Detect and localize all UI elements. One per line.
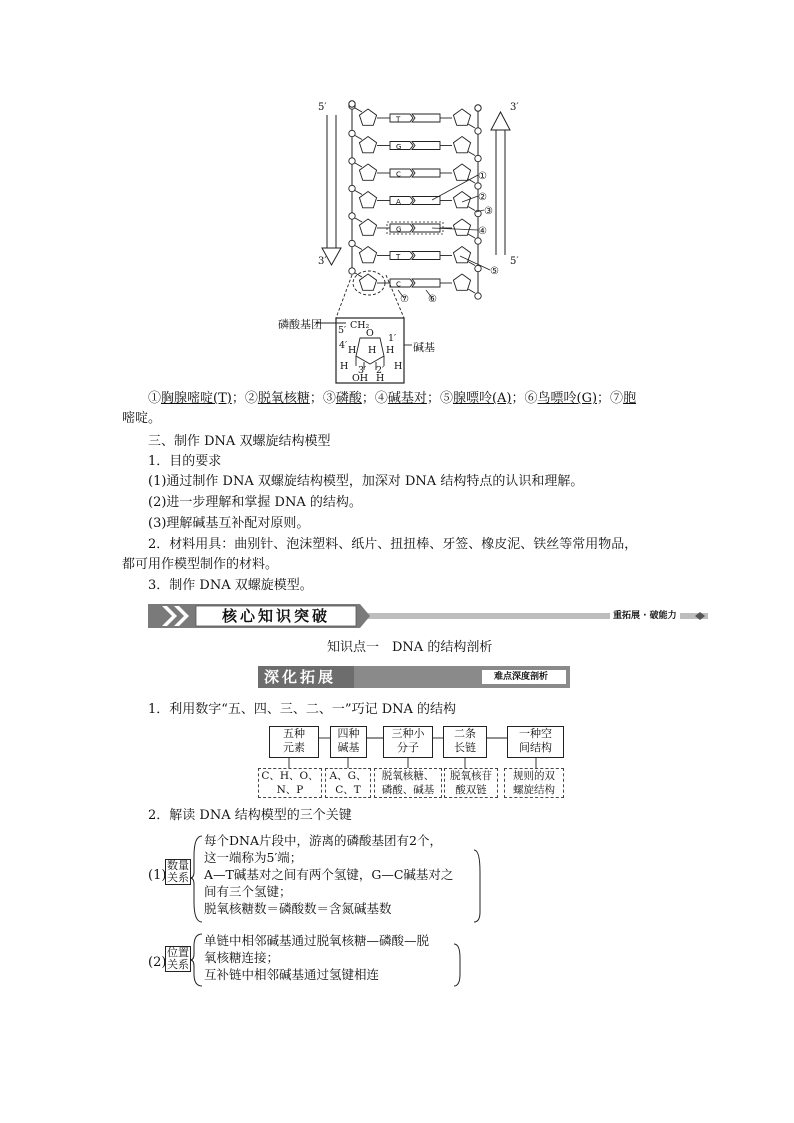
callout-2: ② [478,192,487,203]
key-1-line-1: 每个DNA片段中，游离的磷酸基团有2个， [204,833,442,848]
phosphate-circle [349,240,355,246]
inset-h2: H [368,345,377,356]
right-strand-arrow [491,112,510,255]
base-letter: T [396,253,401,261]
inset-h5: H [394,361,403,372]
keys-heading: 2．解读 DNA 结构模型的三个关键 [148,808,352,823]
inset-h4: H [340,361,349,372]
callout-5: ⑤ [490,266,499,277]
key-2-line-3: 互补链中相邻碱基通过氢键相连 [204,967,380,982]
sugar-pentagon [453,164,470,180]
sugar-pentagon [359,164,376,180]
right-base [412,142,440,150]
key-2-number: (2) [148,955,167,970]
base-letter: T [396,115,401,124]
inset-5prime: 5′ [338,325,347,336]
sugar-pentagon [359,137,376,153]
mnemonic-box-five-elements: 五种 元素 [269,726,319,758]
base-label: 碱基 [413,341,435,354]
left-base [390,224,413,232]
base-letter: C [396,280,401,289]
item-1-a: (1)通过制作 DNA 双螺旋结构模型，加深对 DNA 结构特点的认识和理解。 [148,474,584,489]
key-2-tag: 位置 关系 [167,946,189,971]
left-base [390,252,413,260]
legend-line-1: ①胸腺嘧啶(T)；②脱氧核糖；③磷酸；④碱基对；⑤腺嘌呤(A)；⑥鸟嘌呤(G)；⑦胞 [148,391,637,406]
mnemonic-box-three-molecules: 三种小 分子 [383,726,433,758]
sub-banner-title: 深化拓展 [264,668,337,686]
key-1-line-2: 这一端称为5′端； [204,850,303,865]
sub-banner-right-text: 难点深度剖析 [494,672,549,682]
sugar-pentagon [359,247,376,263]
end-label-3-right: 3′ [510,102,519,113]
mnemonic-box-four-bases: 四种 碱基 [330,726,367,758]
sugar-pentagon [453,137,470,153]
base-letter: G [396,143,402,151]
mnemonic-detail-bases: A、G、 C、T [325,768,371,798]
key-1-line-5: 脱氧核糖数＝磷酸数＝含氮碱基数 [204,901,392,916]
phosphate-circle [349,213,355,219]
callout-1: ① [478,171,487,182]
left-base [390,197,413,205]
section-3-heading: 三、制作 DNA 双螺旋结构模型 [148,434,331,449]
sugar-pentagon [453,109,470,125]
inset-ch2: CH₂ [350,320,370,331]
left-base [390,114,413,122]
phosphate-circle [475,265,481,271]
end-label-3-left: 3′ [318,256,327,267]
right-base [412,169,440,177]
right-base [412,252,440,260]
callout-4: ④ [478,226,487,237]
inset-h6: H [376,373,385,384]
answer-base-pair: 碱基对 [387,391,427,406]
base-letter: G [396,225,402,234]
inset-o: O [366,328,374,339]
phosphate-circle [349,158,355,164]
item-2-line-1: 2．材料用具：曲别针、泡沫塑料、纸片、扭扭棒、牙签、橡皮泥、铁丝等常用物品， [148,537,638,552]
phosphate-circle [349,101,355,107]
banner-right-text: 重拓展 · 破能力 [610,610,680,622]
phosphate-group-label: 磷酸基团 [278,318,322,331]
mnemonic-detail-chains: 脱氧核苷 酸双链 [444,768,498,798]
mnemonic-detail-structure: 规则的双 螺旋结构 [504,768,564,798]
left-base [390,169,413,177]
key-2-line-2: 氧核糖连接； [204,950,280,965]
inset-1prime: 1′ [388,333,397,344]
phosphate-circle [475,105,481,111]
key-1-line-3: A—T碱基对之间有两个氢键，G—C碱基对之 [204,867,454,882]
key-2-line-1: 单链中相邻碱基通过脱氧核糖—磷酸—脱 [204,933,430,948]
sugar-pentagon [359,109,376,125]
base-pair-row [349,103,481,134]
knowledge-point-title: 知识点一 DNA 的结构剖析 [327,640,493,655]
section-banner [148,604,708,628]
inset-h3: H [386,345,395,356]
sugar-pentagon [453,274,470,290]
right-base [412,114,440,122]
end-label-5-left: 5′ [318,102,327,113]
phosphate-circle [475,155,481,161]
sugar-pentagon [359,219,376,235]
key-1-tag: 数量 关系 [167,859,189,884]
phosphate-circle [475,183,481,189]
left-base [390,142,413,150]
callout-6: ⑥ [428,294,437,302]
answer-thymine: 胸腺嘧啶(T) [161,391,232,406]
left-strand-arrow [322,115,341,265]
inset-3prime: 3′ [358,365,367,376]
legend-line-2: 嘧啶。 [122,411,162,426]
mnemonic-detail-molecules: 脱氧核糖、 磷酸、碱基 [374,768,442,798]
answer-guanine: 鸟嘌呤(G) [537,391,598,406]
phosphate-circle [349,185,355,191]
base-pair-row [349,240,481,271]
base-pair-row [349,213,481,244]
answer-phosphate: 磷酸 [335,391,362,406]
inset-4prime: 4′ [339,340,348,351]
sugar-pentagon [453,219,470,235]
answer-cytosine: 胞 [623,391,637,406]
mnemonic-detail-elements: C、H、O、 N、P [258,768,322,798]
mnemonic-heading: 1．利用数字“五、四、三、二、一”巧记 DNA 的结构 [148,702,457,717]
inset-oh: OH [352,373,369,384]
sugar-pentagon [453,247,470,263]
sugar-pentagon [359,192,376,208]
callout-7: ⑦ [400,294,409,302]
phosphate-circle [475,238,481,244]
answer-adenine: 腺嘌呤(A) [452,391,512,406]
base-letter: C [396,170,401,179]
phosphate-circle [475,128,481,134]
item-2-line-2: 都可用作模型制作的材料。 [122,557,279,572]
key-1-line-4: 间有三个氢键； [204,884,292,899]
base-pair-row [349,130,481,161]
item-1-c: (3)理解碱基互补配对原则。 [148,516,310,531]
item-1-heading: 1．目的要求 [148,454,222,469]
inset-h1: H [348,345,357,356]
base-letter: A [396,198,401,206]
sub-banner [258,666,570,688]
item-3: 3．制作 DNA 双螺旋模型。 [148,578,313,593]
mnemonic-box-two-chains: 二条 长链 [443,726,487,758]
callout-3: ③ [484,206,493,217]
phosphate-circle [349,130,355,136]
mnemonic-box-one-structure: 一种空 间结构 [507,726,564,758]
key-1-number: (1) [148,868,167,883]
answer-deoxyribose: 脱氧核糖 [257,391,310,406]
base-pair-row [349,185,481,216]
banner-title: 核心知识突破 [221,607,330,625]
end-label-5-right: 5′ [510,256,519,267]
item-1-b: (2)进一步理解和掌握 DNA 的结构。 [148,495,362,510]
phosphate-circle [475,293,481,299]
inset-2prime: 2′ [376,365,385,376]
